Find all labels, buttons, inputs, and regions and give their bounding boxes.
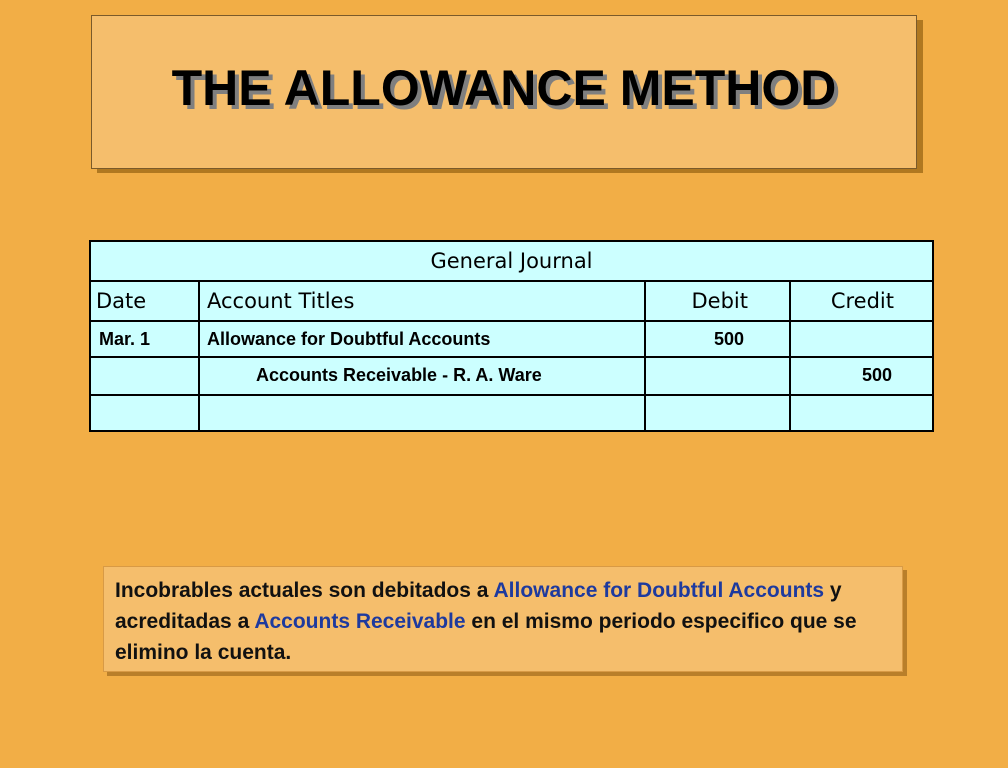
entry-account: Allowance for Doubtful Accounts [198,322,644,356]
journal-row [91,358,932,396]
note-highlight-receivable: Accounts Receivable [254,610,466,633]
entry-credit: 500 [789,358,932,394]
column-header-debit: Debit [644,282,790,320]
empty-cell [198,396,644,430]
journal-row-empty [91,396,932,430]
explanation-note [103,566,903,672]
entry-debit [644,358,790,394]
column-header-date: Date [96,289,147,313]
general-journal-table [89,240,934,432]
journal-heading-row [91,242,932,282]
note-text: y acreditadas a [115,579,842,633]
note-highlight-allowance: Allowance for Doubtful Accounts [493,579,825,602]
entry-date: Mar. 1 [99,329,151,349]
entry-debit: 500 [644,322,790,356]
column-header-credit: Credit [789,282,932,320]
empty-cell [644,396,790,430]
note-text: Incobrables actuales son debitados a [115,579,494,602]
journal-column-header-row [91,282,932,322]
column-header-account-titles: Account Titles [198,282,644,320]
note-text: en el mismo periodo especifico que se elimino la cuenta. [115,610,857,664]
entry-date [99,358,197,394]
entry-credit [789,322,932,356]
empty-cell [789,396,932,430]
page-title: THE ALLOWANCE METHOD [171,60,837,116]
journal-row [91,322,932,358]
journal-heading: General Journal [430,249,593,273]
entry-account: Accounts Receivable - R. A. Ware [198,358,644,394]
title-box [91,15,917,169]
